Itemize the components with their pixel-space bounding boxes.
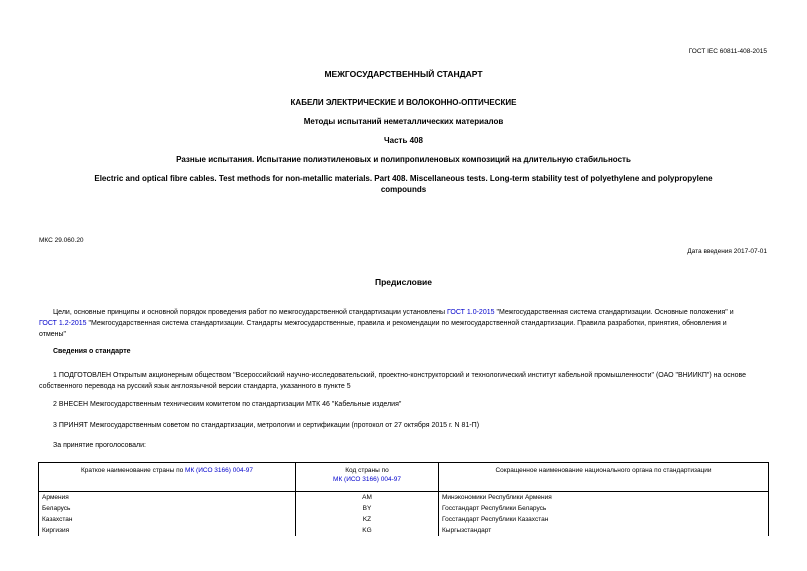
table-header-row	[39, 463, 769, 492]
country-cell: Армения	[39, 492, 296, 504]
paragraph-text: "Межгосударственная система стандартизации. Основные положения" и	[494, 309, 734, 316]
foreword-paragraph	[39, 307, 769, 340]
item-1-line1: 1 ПОДГОТОВЛЕН Открытым акционерным обществом "Всероссийский научно-исследовательский, проектно-конструкторский и технологический институт кабельной промышленности" (ОАО "ВНИИКП") на основе	[53, 372, 746, 379]
country-cell: Казахстан	[39, 514, 296, 525]
gost-1-2-link[interactable]: ГОСТ 1.2-2015	[39, 320, 87, 327]
mk-iso-link[interactable]: МК (ИСО 3166) 004-97	[185, 467, 253, 474]
english-title-line2: compounds	[380, 185, 427, 194]
header-country	[39, 463, 296, 492]
foreword-heading: Предисловие	[374, 277, 433, 287]
part-title: Часть 408	[384, 136, 423, 145]
main-title: КАБЕЛИ ЭЛЕКТРИЧЕСКИЕ И ВОЛОКОННО-ОПТИЧЕСКИЕ	[290, 98, 517, 107]
body-cell: Кыргызстандарт	[439, 525, 769, 536]
header-code	[296, 463, 439, 492]
item-1-line2: собственного перевода на русский язык англоязычной версии стандарта, указанного в пункте 5	[39, 383, 351, 390]
code-cell: KZ	[296, 514, 439, 525]
header-text: Код страны по	[345, 467, 389, 474]
item-1	[39, 370, 769, 392]
item-3: 3 ПРИНЯТ Межгосударственным советом по стандартизации, метрологии и сертификации (протокол от 27 октября 2015 г. N 81-П)	[53, 422, 480, 429]
intro-date: Дата введения 2017-07-01	[687, 248, 767, 255]
body-cell: Госстандарт Республики Беларусь	[439, 503, 769, 514]
mk-iso-link[interactable]: МК (ИСО 3166) 004-97	[333, 476, 401, 483]
header-body: Сокращенное наименование национального органа по стандартизации	[439, 463, 769, 492]
country-cell: Беларусь	[39, 503, 296, 514]
code-cell: KG	[296, 525, 439, 536]
table-row	[39, 503, 769, 514]
table-row	[39, 525, 769, 536]
body-cell: Госстандарт Республики Казахстан	[439, 514, 769, 525]
voted-label: За принятие проголосовали:	[53, 442, 146, 449]
table-row	[39, 492, 769, 504]
voting-table	[38, 462, 769, 536]
document-code: ГОСТ IEC 60811-408-2015	[688, 48, 767, 55]
code-cell: BY	[296, 503, 439, 514]
subtitle: Разные испытания. Испытание полиэтиленовых и полипропиленовых композиций на длительную стабильность	[176, 155, 631, 164]
header-text: Краткое наименование страны по	[81, 467, 186, 474]
code-cell: AM	[296, 492, 439, 504]
english-title-line1: Electric and optical fibre cables. Test methods for non-metallic materials. Part 408. Miscellaneous tests. Long-term stability test of polyethylene and polypropylene	[94, 174, 713, 183]
info-heading: Сведения о стандарте	[53, 348, 131, 355]
table-row	[39, 514, 769, 525]
paragraph-text: отмены"	[39, 331, 67, 338]
body-cell: Минэкономики Республики Армения	[439, 492, 769, 504]
country-cell: Киргизия	[39, 525, 296, 536]
item-2: 2 ВНЕСЕН Межгосударственным техническим комитетом по стандартизации МТК 46 "Кабельные изделия"	[53, 401, 402, 408]
mks-code: МКС 29.060.20	[39, 237, 84, 244]
gost-1-0-link[interactable]: ГОСТ 1.0-2015	[446, 309, 495, 316]
methods-title: Методы испытаний неметаллических материалов	[303, 117, 504, 126]
paragraph-text: Цели, основные принципы и основной порядок проведения работ по межгосударственной стандартизации установлены	[53, 309, 447, 316]
standard-title: МЕЖГОСУДАРСТВЕННЫЙ СТАНДАРТ	[324, 69, 483, 79]
paragraph-text: "Межгосударственная система стандартизации. Стандарты межгосударственные, правила и рекомендации по межгосударственной стандартизации. Правила разработки, принятия, обновления и	[86, 320, 727, 327]
